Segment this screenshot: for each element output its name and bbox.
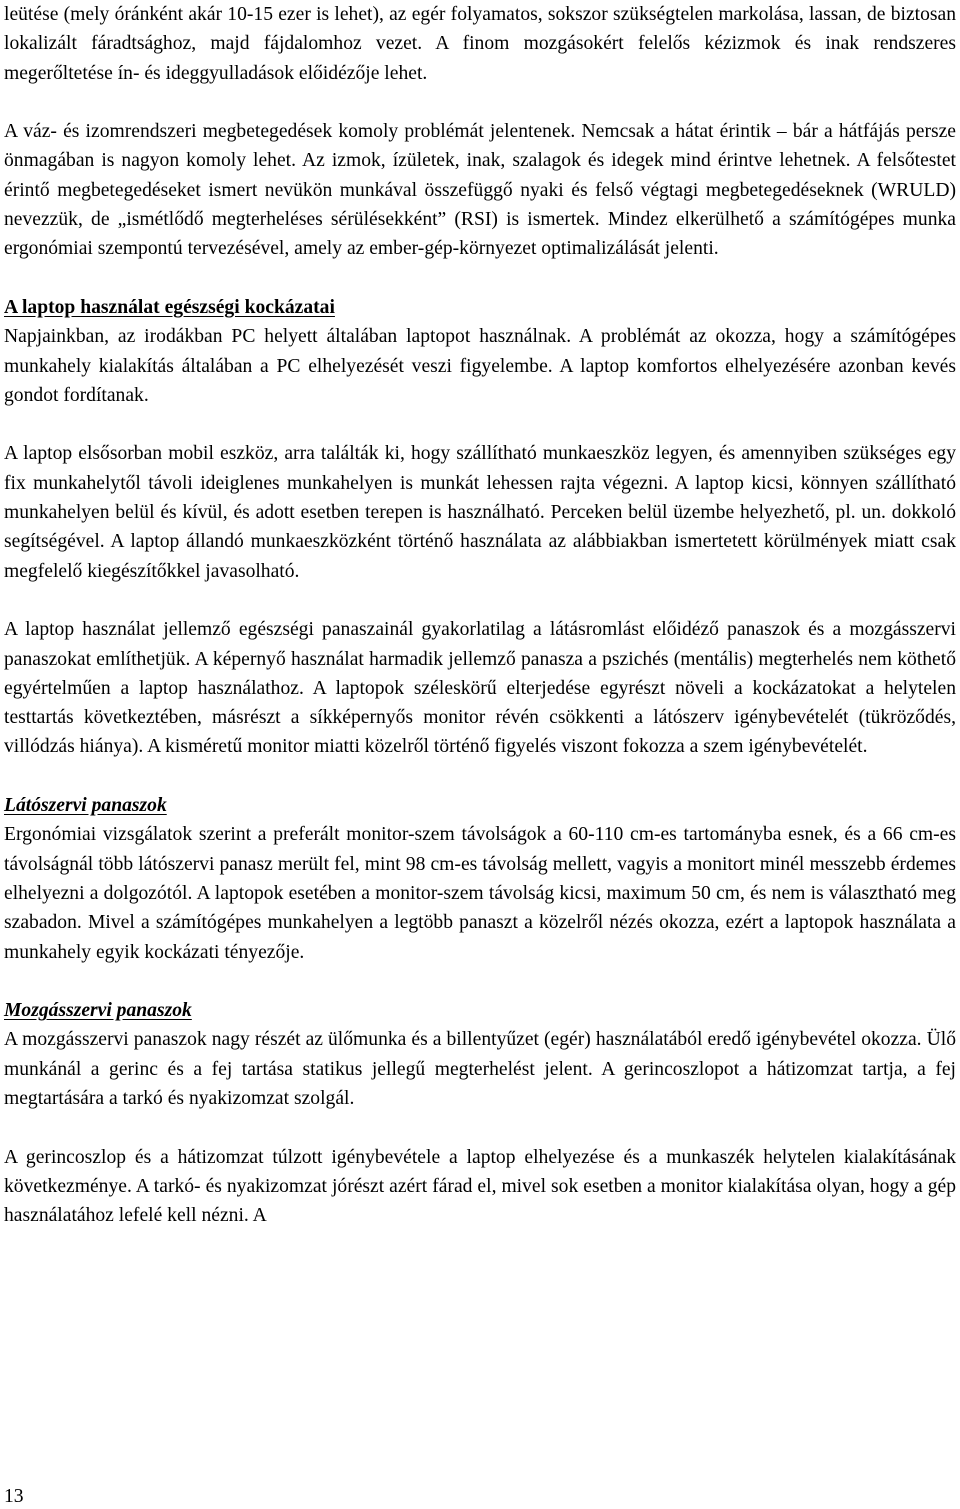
document-page (4, 0, 956, 1230)
paragraph-sitting-work: A mozgásszervi panaszok nagy részét az ülőmunka és a billentyűzet (egér) használatából eredő igénybevétel okozza. Ülő munkánál a gerinc és a fej tartása statikus jellegű megterhelést jelent. A gerincoszlopot a hátizomzat tartja, a fej megtartására a tarkó és nyakizomzat szolgál. (4, 1029, 956, 1109)
paragraph-gap (4, 586, 956, 615)
paragraph-gap (4, 967, 956, 996)
paragraph-health-complaints: A laptop használat jellemző egészségi panaszainál gyakorlatilag a látásromlást előidéző panaszok és a mozgásszervi panaszokat említhetjük. A képernyő használat harmadik jellemző panasza a pszichés (mentális) megterhelés nem köthető egyértelműen a laptop használathoz. A laptopok széleskörű elterjedése egyrészt növeli a kockázatokat a helytelen testtartás következtében, másrészt a síkképernyős monitor révén csökkenti a látószerv igénybevételét (tükröződés, villódzás hiánya). A kisméretű monitor miatti közelről történő figyelés viszont fokozza a szem igénybevételét. (4, 619, 956, 758)
section-heading-laptop-risks: A laptop használat egészségi kockázatai (4, 296, 335, 318)
subheading-musculoskeletal-complaints: Mozgásszervi panaszok (4, 1000, 192, 1022)
paragraph-gap (4, 410, 956, 439)
paragraph-gap (4, 762, 956, 791)
paragraph-spine: A gerincoszlop és a hátizomzat túlzott igénybevétele a laptop elhelyezése és a munkaszék helytelen kialakításának következménye. A tarkó- és nyakizomzat jórészt azért fárad el, mivel sok esetben a monitor kialakítása olyan, hogy a gép használatához lefelé kell nézni. A (4, 1146, 956, 1227)
page-number: 13 (4, 1486, 24, 1507)
paragraph-musculoskeletal: A váz- és izomrendszeri megbetegedések komoly problémát jelentenek. Nemcsak a hátat érintik – bár a hátfájás persze önmagában is nagyon komoly lehet. Az izmok, ízületek, inak, szalagok és idegek mind érintve lehetnek. A felsőtestet érintő megbetegedéseket ismert nevükön munkával összefüggő nyaki és felső végtagi megbetegedéseknek (WRULD) nevezzük, de „ismétlődő megterheléses sérülésekként” (RSI) is ismertek. Mindez elkerülhető a számítógépes munka ergonómiai szempontú tervezésével, amely az ember-gép-környezet optimalizálását jelenti. (4, 121, 956, 260)
paragraph-vision: Ergonómiai vizsgálatok szerint a preferált monitor-szem távolságok a 60-110 cm-es tartományba esnek, és a 66 cm-es távolságnál több látószervi panasz merült fel, mint 98 cm-es távolság mellett, vagyis a monitort minél messzebb érdemes elhelyezni a dolgozótól. A laptopok esetében a monitor-szem távolság kicsi, maximum 50 cm, és nem is választható meg szabadon. Mivel a számítógépes munkahelyen a legtöbb panaszt a közelről nézés okozza, ezért a laptopok használata a munkahely egyik kockázati tényezője. (4, 824, 956, 963)
paragraph-gap (4, 1113, 956, 1142)
paragraph-gap (4, 88, 956, 117)
subheading-vision-complaints: Látószervi panaszok (4, 795, 167, 817)
paragraph-gap (4, 264, 956, 293)
paragraph-finger-strain: leütése (mely óránként akár 10-15 ezer is lehet), az egér folyamatos, sokszor szükségtelen markolása, lassan, de biztosan lokalizált fáradtsághoz, majd fájdalomhoz vezet. A finom mozgásokért felelős kézizmok és inak rendszeres megerőltetése ín- és ideggyulladások előidézője lehet. (4, 4, 956, 84)
paragraph-laptop-mobile: A laptop elsősorban mobil eszköz, arra találták ki, hogy szállítható munkaeszköz legyen, és amennyiben szükséges egy fix munkahelytől távoli ideiglenes munkahelyen is munkát lehessen rajta végezni. A laptop kicsi, könnyen szállítható munkahelyen belül és kívül, és adott esetben terepen is használható. Perceken belül üzembe helyezhető, pl. un. dokkoló segítségével. A laptop állandó munkaeszközként történő használata az alábbiakban ismertetett körülmények miatt csak megfelelő kiegészítőkkel javasolható. (4, 443, 956, 582)
paragraph-laptop-offices: Napjainkban, az irodákban PC helyett általában laptopot használnak. A problémát az okozza, hogy a számítógépes munkahely kialakítás általában a PC elhelyezését veszi figyelembe. A laptop komfortos elhelyezésére azonban kevés gondot fordítanak. (4, 326, 956, 406)
